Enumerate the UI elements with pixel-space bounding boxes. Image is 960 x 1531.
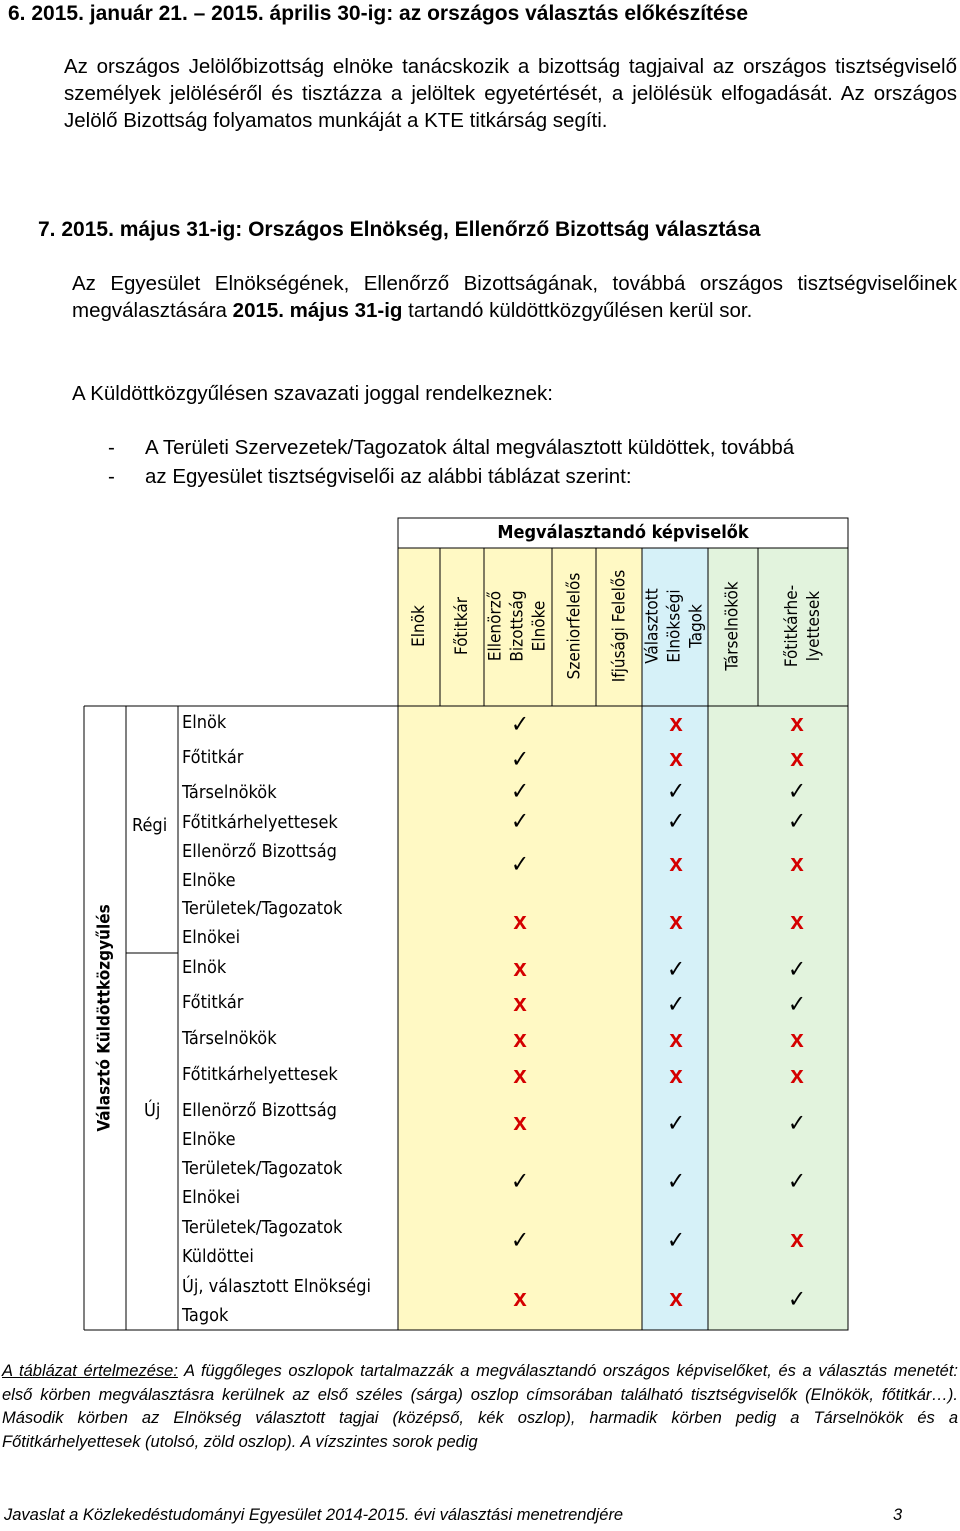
check-icon: ✓ [787, 1285, 807, 1313]
cross-icon: x [790, 745, 804, 772]
check-icon: ✓ [510, 777, 530, 805]
explanation-lead: A táblázat értelmezése: [2, 1362, 178, 1380]
check-icon: ✓ [666, 1109, 686, 1137]
cross-icon: x [513, 1026, 527, 1053]
check-icon: ✓ [787, 807, 807, 835]
explanation-text: A függőleges oszlopok tartalmazzák a megválasztandó országos képviselőket, és a választás menetét: első körben megválasztásra kerülnek az első széles (sárga) oszlop címsorában található tisztségviselők (Elnökök, főtitkár…). Második körben az Elnökség választott tagjai (középső, kék oszlop), harmadik körben pedig a Társelnökök és a Főtitkárhelyettesek (utolsó, zöld oszlop). A vízszintes sorok pedig [2, 1362, 958, 1451]
row-label: Elnök [182, 957, 227, 978]
row-label: Ellenörző Bizottság Elnöke [182, 1100, 337, 1150]
bullet-dash-2: - [108, 465, 115, 488]
check-icon: ✓ [787, 990, 807, 1018]
row-label: Főtitkár [182, 992, 244, 1013]
check-icon: ✓ [666, 990, 686, 1018]
row-label: Főtitkárhelyettesek [182, 812, 338, 833]
check-icon: ✓ [666, 955, 686, 983]
check-icon: ✓ [666, 1167, 686, 1195]
cross-icon: x [669, 908, 683, 935]
check-icon: ✓ [510, 1167, 530, 1195]
footer-title: Javaslat a Közlekedéstudományi Egyesület 2014-2015. évi választási menetrendjére [4, 1506, 624, 1524]
cross-icon: x [513, 1109, 527, 1136]
cross-icon: x [669, 710, 683, 737]
section-7-text-c: tartandó küldöttközgyűlésen kerül sor. [402, 299, 753, 322]
col-header-eb-elnoke: Ellenörző Bizottság Elnöke [486, 590, 550, 662]
cross-icon: x [790, 710, 804, 737]
row-label: Főtitkárhelyettesek [182, 1064, 338, 1085]
check-icon: ✓ [666, 777, 686, 805]
section-7-heading: 7. 2015. május 31-ig: Országos Elnökség, Ellenőrző Bizottság választása [38, 218, 761, 241]
check-icon: ✓ [510, 710, 530, 738]
check-icon: ✓ [666, 807, 686, 835]
cross-icon: x [669, 745, 683, 772]
page-number: 3 [893, 1506, 903, 1524]
cross-icon: x [513, 908, 527, 935]
check-icon: ✓ [510, 1226, 530, 1254]
cross-icon: x [790, 1026, 804, 1053]
voter-side-label: Választó Küldöttközgyűlés [95, 904, 115, 1132]
check-icon: ✓ [510, 850, 530, 878]
row-label: Társelnökök [182, 1028, 277, 1049]
cross-icon: x [513, 1285, 527, 1312]
section-6-heading: 6. 2015. január 21. – 2015. április 30-ig: az országos választás előkészítése [8, 2, 749, 25]
col-header-ifjusagi-felelos: Ifjúsági Felelős [609, 569, 630, 683]
row-label: Elnök [182, 712, 227, 733]
cross-icon: x [513, 1062, 527, 1089]
row-label: Területek/Tagozatok Elnökei [182, 1158, 343, 1208]
row-label: Új, választott Elnökségi Tagok [182, 1276, 372, 1326]
check-icon: ✓ [787, 955, 807, 983]
table-explanation [2, 1360, 958, 1454]
cross-icon: x [790, 850, 804, 877]
check-icon: ✓ [787, 777, 807, 805]
col-header-elnok: Elnök [408, 605, 429, 647]
col-header-fotitkarhelyettesek: Főtitkárhe-lyettesek [782, 584, 824, 668]
cross-icon: x [669, 1062, 683, 1089]
col-header-fotitkar: Főtitkár [452, 597, 472, 655]
col-header-szeniorfelelos: Szeniorfelelős [564, 572, 585, 680]
col-header-valasztott-tagok: Választott Elnökségi Tagok [643, 588, 707, 664]
check-icon: ✓ [510, 745, 530, 773]
cross-icon: x [790, 908, 804, 935]
bullet-item-1: A Területi Szervezetek/Tagozatok által megválasztott küldöttek, továbbá [145, 436, 795, 459]
check-icon: ✓ [666, 1226, 686, 1254]
voters-intro: A Küldöttközgyűlésen szavazati joggal rendelkeznek: [72, 382, 553, 405]
row-label: Főtitkár [182, 747, 244, 768]
section-6-text: Az országos Jelölőbizottság elnöke tanácskozik a bizottság tagjaival az országos tisztségviselő személyek jelöléséről és tisztázza a jelöltek egyetértését, a jelölésük elfogadását. Az országos Jelölő Bizottság folyamatos munkáját a KTE titkárság segíti. [64, 55, 957, 132]
row-label: Területek/Tagozatok Küldöttei [182, 1217, 343, 1267]
section-7-text-a: Az Egyesület Elnökségének, Ellenőrző Bizottságának, továbbá országos tisztségviselőinek megválasztására [72, 272, 957, 322]
check-icon: ✓ [787, 1109, 807, 1137]
cross-icon: x [790, 1226, 804, 1253]
group-uj-label: Új [144, 1100, 161, 1121]
section-7-deadline: 2015. május 31-ig [232, 299, 403, 322]
row-label: Ellenörző Bizottság Elnöke [182, 841, 337, 891]
bullet-dash-1: - [108, 436, 115, 459]
check-icon: ✓ [787, 1167, 807, 1195]
cross-icon: x [513, 990, 527, 1017]
group-regi-label: Régi [132, 815, 168, 836]
col-header-tarselnokok: Társelnökök [723, 581, 744, 671]
cross-icon: x [669, 1285, 683, 1312]
cross-icon: x [790, 1062, 804, 1089]
cross-icon: x [669, 1026, 683, 1053]
check-icon: ✓ [510, 807, 530, 835]
cross-icon: x [669, 850, 683, 877]
row-label: Társelnökök [182, 782, 277, 803]
table-top-header: Megválasztandó képviselők [497, 522, 749, 543]
row-label: Területek/Tagozatok Elnökei [182, 898, 343, 948]
bullet-item-2: az Egyesület tisztségviselői az alábbi táblázat szerint: [145, 465, 632, 488]
cross-icon: x [513, 955, 527, 982]
